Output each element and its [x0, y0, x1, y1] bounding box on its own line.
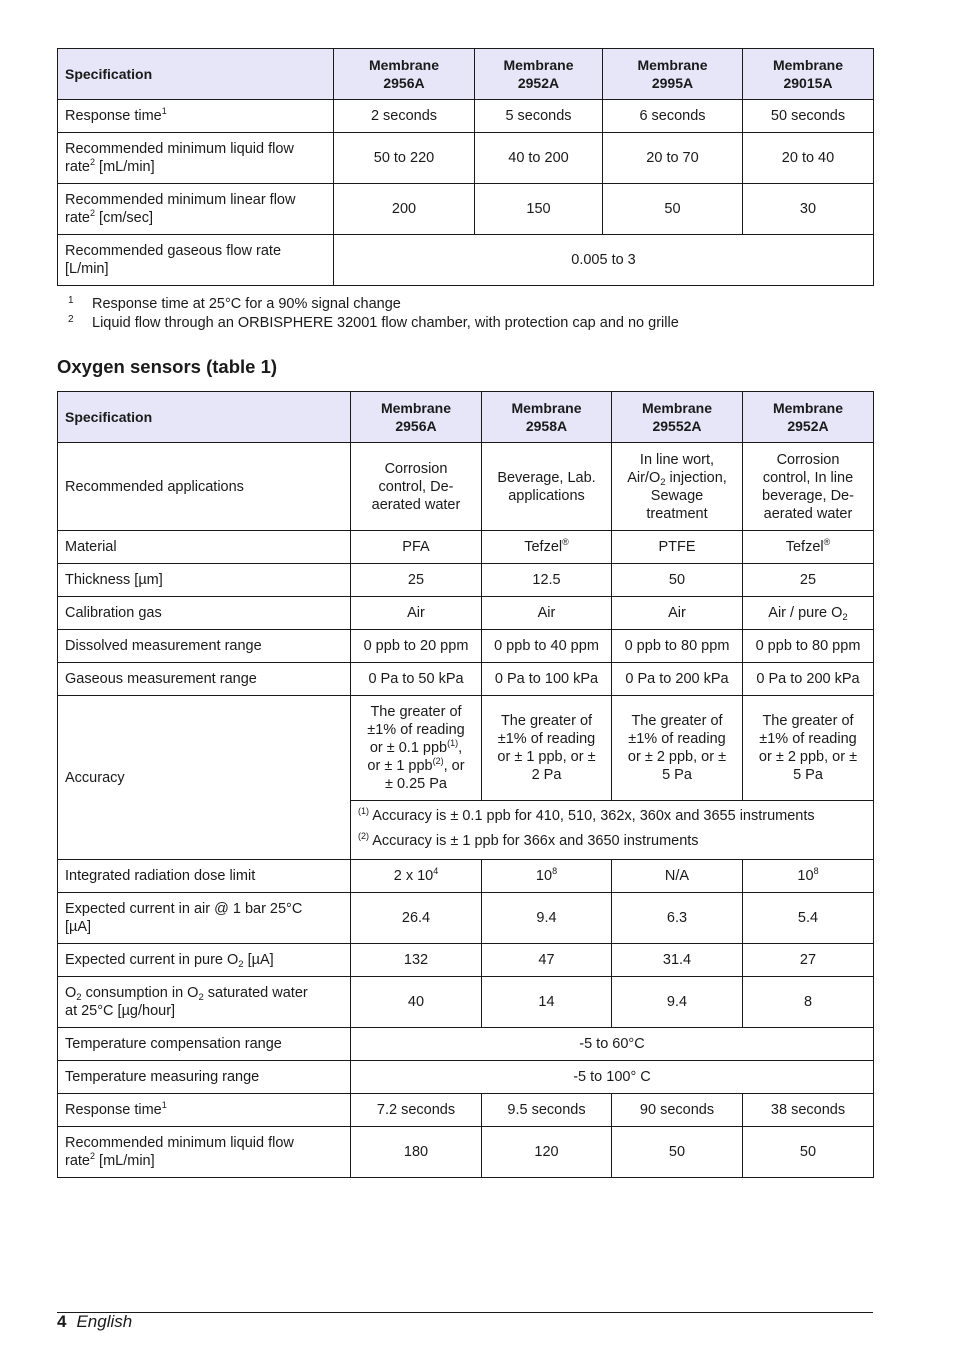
- table-cell: Air: [612, 597, 743, 630]
- column-header: Membrane 29552A: [612, 392, 743, 443]
- table-row: [58, 663, 874, 696]
- row-label: Material: [58, 531, 351, 564]
- table-cell: 50: [743, 1127, 874, 1178]
- table-cell: Tefzel®: [743, 531, 874, 564]
- table-cell: 0 ppb to 80 ppm: [612, 630, 743, 663]
- row-label: $O_2$ consumption in $O_2$ saturated water at 25°C [µg/hour]: [58, 977, 351, 1028]
- table-cell: Air: [351, 597, 482, 630]
- table-cell: 40 to 200: [475, 133, 603, 184]
- column-header: Membrane 2956A: [334, 49, 475, 100]
- table-cell: 0 Pa to 100 kPa: [482, 663, 612, 696]
- table-row: [58, 564, 874, 597]
- table-row: [58, 696, 874, 801]
- table-cell: 25: [743, 564, 874, 597]
- table-cell: Air / pure $O_2$: [743, 597, 874, 630]
- table-cell: 0 Pa to 50 kPa: [351, 663, 482, 696]
- table-cell: 9.4: [482, 893, 612, 944]
- row-label: Gaseous measurement range: [58, 663, 351, 696]
- table-cell: -5 to 100° C: [351, 1061, 874, 1094]
- table-cell: 5.4: [743, 893, 874, 944]
- page-footer: [57, 1312, 132, 1332]
- table-cell: $10^8$: [482, 860, 612, 893]
- table-cell: 90 seconds: [612, 1094, 743, 1127]
- table-cell: 0 ppb to 40 ppm: [482, 630, 612, 663]
- table-cell: 27: [743, 944, 874, 977]
- row-label: Temperature compensation range: [58, 1028, 351, 1061]
- column-header: Membrane 2956A: [351, 392, 482, 443]
- table-cell: 7.2 seconds: [351, 1094, 482, 1127]
- row-label: Integrated radiation dose limit: [58, 860, 351, 893]
- row-label: Recommended gaseous flow rate [L/min]: [58, 235, 334, 286]
- table-cell: 5 seconds: [475, 100, 603, 133]
- table-cell: The greater of ±1% of reading or ± 1 ppb, or ± 2 Pa: [482, 696, 612, 801]
- table-cell: 9.5 seconds: [482, 1094, 612, 1127]
- spec-header: Specification: [58, 392, 351, 443]
- column-header: Membrane 2952A: [475, 49, 603, 100]
- table-cell: 8: [743, 977, 874, 1028]
- table-cell: PFA: [351, 531, 482, 564]
- table-row: [58, 100, 874, 133]
- table-cell: 0 ppb to 80 ppm: [743, 630, 874, 663]
- page-number: 4: [57, 1312, 67, 1331]
- section-title: Oxygen sensors (table 1): [57, 356, 278, 377]
- table-cell: 38 seconds: [743, 1094, 874, 1127]
- table-cell: 31.4: [612, 944, 743, 977]
- table-cell: 180: [351, 1127, 482, 1178]
- accuracy-notes: [351, 801, 874, 860]
- row-label: Dissolved measurement range: [58, 630, 351, 663]
- table-cell: 0 ppb to 20 ppm: [351, 630, 482, 663]
- table-cell: 50: [612, 1127, 743, 1178]
- row-label: Calibration gas: [58, 597, 351, 630]
- membrane-spec-table: [57, 48, 874, 286]
- table-cell: PTFE: [612, 531, 743, 564]
- table-cell: Corrosion control, De- aerated water: [351, 443, 482, 531]
- table-row: [58, 1061, 874, 1094]
- table-cell: 200: [334, 184, 475, 235]
- table-cell: 6 seconds: [603, 100, 743, 133]
- footnote: 2 Liquid flow through an ORBISPHERE 32001 flow chamber, with protection cap and no grille: [68, 314, 679, 331]
- table-cell: 132: [351, 944, 482, 977]
- table-cell: -5 to 60°C: [351, 1028, 874, 1061]
- table-cell: 50: [612, 564, 743, 597]
- row-label: Accuracy: [58, 696, 351, 860]
- spec-header: Specification: [58, 49, 334, 100]
- column-header: Membrane 2958A: [482, 392, 612, 443]
- table-cell: 12.5: [482, 564, 612, 597]
- column-header: Membrane 29015A: [743, 49, 874, 100]
- oxygen-sensor-spec-table: [57, 391, 874, 1178]
- table-cell: In line wort, Air/$O_2$ injection, Sewage treatment: [612, 443, 743, 531]
- row-label: Expected current in pure $O_2$ [µA]: [58, 944, 351, 977]
- table-cell: The greater of ±1% of reading or ± 2 ppb, or ± 5 Pa: [743, 696, 874, 801]
- table-cell: Corrosion control, In line beverage, De- aerated water: [743, 443, 874, 531]
- table-cell: 0.005 to 3: [334, 235, 874, 286]
- table-cell: Air: [482, 597, 612, 630]
- row-label: Recommended applications: [58, 443, 351, 531]
- footer-language: English: [76, 1312, 133, 1331]
- table-cell: 150: [475, 184, 603, 235]
- table-cell: 40: [351, 977, 482, 1028]
- accuracy-note: $^{(1)}$ Accuracy is ± 0.1 ppb for 410, 510, 362x, 360x and 3655 instruments: [358, 806, 815, 824]
- table-cell: 2 seconds: [334, 100, 475, 133]
- table-row: [58, 944, 874, 977]
- table-cell: Beverage, Lab. applications: [482, 443, 612, 531]
- table-cell: 6.3: [612, 893, 743, 944]
- row-label: Temperature measuring range: [58, 1061, 351, 1094]
- footnotes: [68, 295, 679, 333]
- row-label: Thickness [µm]: [58, 564, 351, 597]
- table-row: [58, 630, 874, 663]
- table-cell: 14: [482, 977, 612, 1028]
- table-row: [58, 1028, 874, 1061]
- table-cell: 120: [482, 1127, 612, 1178]
- footnote: 1 Response time at 25°C for a 90% signal change: [68, 295, 401, 312]
- table-row: [58, 1094, 874, 1127]
- table-cell: 50: [603, 184, 743, 235]
- column-header: Membrane 2995A: [603, 49, 743, 100]
- table-cell: 20 to 40: [743, 133, 874, 184]
- table-row: [58, 443, 874, 531]
- table-cell: 30: [743, 184, 874, 235]
- row-label: Expected current in air @ 1 bar 25°C [µA]: [58, 893, 351, 944]
- table-row: [58, 597, 874, 630]
- table-row: [58, 977, 874, 1028]
- table-cell: 26.4: [351, 893, 482, 944]
- table-row: [58, 893, 874, 944]
- column-header: Membrane 2952A: [743, 392, 874, 443]
- table-cell: The greater of ±1% of reading or ± 2 ppb, or ± 5 Pa: [612, 696, 743, 801]
- accuracy-note: $^{(2)}$ Accuracy is ± 1 ppb for 366x and 3650 instruments: [358, 831, 699, 849]
- table-cell: 0 Pa to 200 kPa: [743, 663, 874, 696]
- table-cell: 2 x $10^4$: [351, 860, 482, 893]
- table-row: [58, 235, 874, 286]
- table-cell: 50 to 220: [334, 133, 475, 184]
- table-cell: 20 to 70: [603, 133, 743, 184]
- table-cell: 9.4: [612, 977, 743, 1028]
- table-row: [58, 531, 874, 564]
- table-row: [58, 1127, 874, 1178]
- table-cell: Tefzel®: [482, 531, 612, 564]
- table-row: [58, 133, 874, 184]
- table-row: [58, 184, 874, 235]
- table-header-row: [58, 49, 874, 100]
- footer-divider: [57, 1312, 873, 1313]
- table-cell: 0 Pa to 200 kPa: [612, 663, 743, 696]
- row-label: Response time$^1$: [58, 100, 334, 133]
- table-cell: $10^8$: [743, 860, 874, 893]
- table-header-row: [58, 392, 874, 443]
- table-cell: 25: [351, 564, 482, 597]
- row-label: Response time$^1$: [58, 1094, 351, 1127]
- table-row: [58, 860, 874, 893]
- table-cell: The greater of ±1% of reading or ± 0.1 ppb$^{(1)}$, or ± 1 ppb$^{(2)}$, or ± 0.25 Pa: [351, 696, 482, 801]
- table-cell: N/A: [612, 860, 743, 893]
- row-label: Recommended minimum linear flow rate$^2$ [cm/sec]: [58, 184, 334, 235]
- row-label: Recommended minimum liquid flow rate$^2$ [mL/min]: [58, 133, 334, 184]
- table-cell: 50 seconds: [743, 100, 874, 133]
- table-cell: 47: [482, 944, 612, 977]
- row-label: Recommended minimum liquid flow rate$^2$ [mL/min]: [58, 1127, 351, 1178]
